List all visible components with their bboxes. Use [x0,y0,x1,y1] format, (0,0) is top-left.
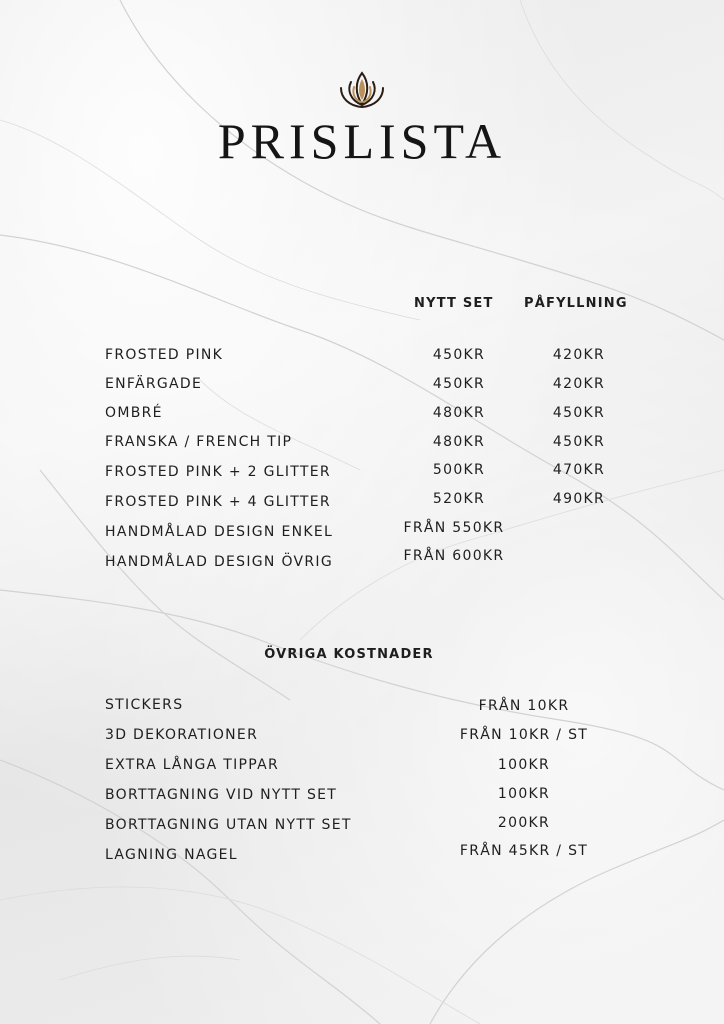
cost-price: 200KR [497,815,551,831]
cost-name: 3D DEKORATIONER [105,727,259,743]
cost-price: 100KR [497,786,551,802]
column-header-refill: PÅFYLLNING [524,296,628,311]
service-name: OMBRÉ [105,405,163,421]
price-refill: 450KR [552,405,606,421]
service-name: FRANSKA / FRENCH TIP [105,434,293,450]
service-name: FROSTED PINK [105,347,224,363]
price-refill: 490KR [552,491,606,507]
section-title-other-costs: ÖVRIGA KOSTNADER [264,647,434,662]
cost-name: STICKERS [105,697,184,713]
price-refill: 420KR [552,347,606,363]
cost-name: LAGNING NAGEL [105,847,238,863]
service-name: HANDMÅLAD DESIGN ENKEL [105,524,334,540]
cost-price: FRÅN 10KR / ST [459,727,589,743]
price-new-set: FRÅN 600KR [403,548,505,564]
lotus-icon [337,70,387,112]
service-name: FROSTED PINK + 2 GLITTER [105,464,331,480]
service-name: ENFÄRGADE [105,376,203,392]
cost-name: BORTTAGNING VID NYTT SET [105,787,338,803]
price-new-set: 520KR [432,491,486,507]
cost-price: 100KR [497,757,551,773]
price-new-set: 500KR [432,462,486,478]
price-new-set: FRÅN 550KR [403,520,505,536]
cost-name: BORTTAGNING UTAN NYTT SET [105,817,352,833]
price-refill: 470KR [552,462,606,478]
cost-price: FRÅN 10KR [478,698,570,714]
page-title: PRISLISTA [217,113,507,169]
service-name: FROSTED PINK + 4 GLITTER [105,494,331,510]
price-refill: 450KR [552,434,606,450]
cost-name: EXTRA LÅNGA TIPPAR [105,757,280,773]
column-header-new-set: NYTT SET [414,296,494,311]
service-name: HANDMÅLAD DESIGN ÖVRIG [105,554,334,570]
cost-price: FRÅN 45KR / ST [459,843,589,859]
price-new-set: 480KR [432,434,486,450]
price-new-set: 450KR [432,347,486,363]
price-new-set: 480KR [432,405,486,421]
price-refill: 420KR [552,376,606,392]
price-new-set: 450KR [432,376,486,392]
